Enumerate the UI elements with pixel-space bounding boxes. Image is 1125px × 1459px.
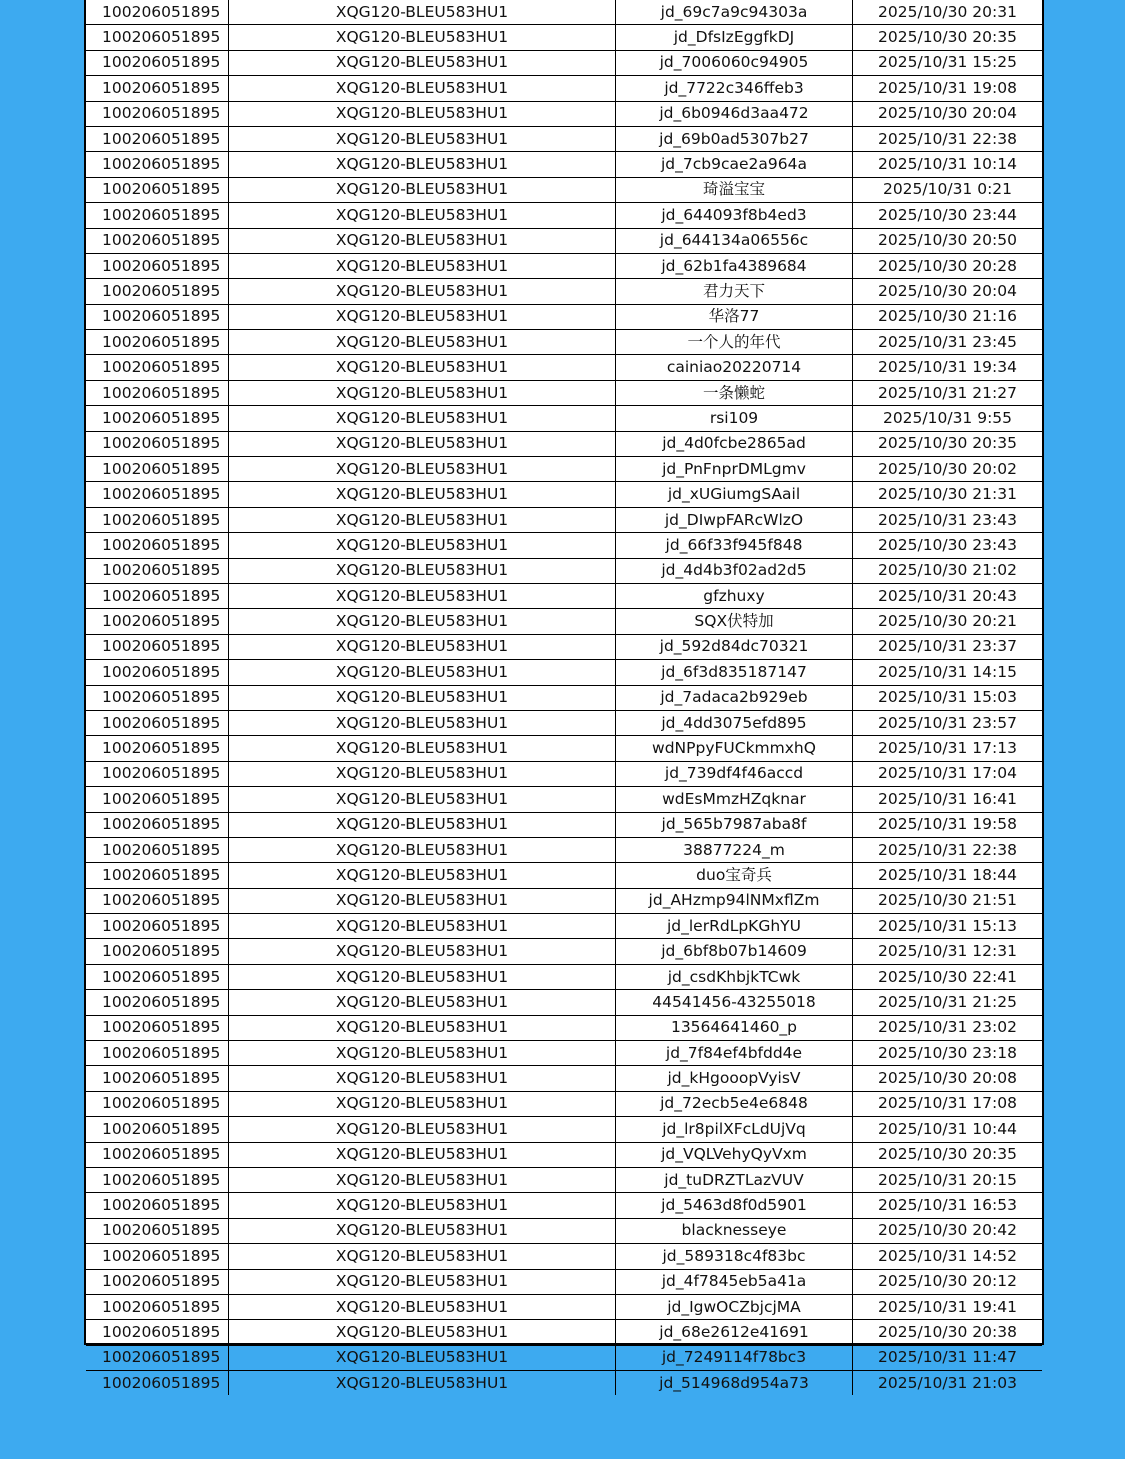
timestamp-cell: 2025/10/31 23:45 — [853, 330, 1043, 355]
model-cell: XQG120-BLEU583HU1 — [229, 1244, 616, 1269]
table-row — [86, 25, 1042, 50]
timestamp-cell: 2025/10/31 17:08 — [853, 1091, 1043, 1116]
model-cell: XQG120-BLEU583HU1 — [229, 152, 616, 177]
timestamp-cell: 2025/10/30 23:44 — [853, 203, 1043, 228]
product-id-cell: 100206051895 — [86, 1193, 229, 1218]
username-cell: jd_4d0fcbe2865ad — [616, 431, 853, 456]
username-cell: 44541456-43255018 — [616, 990, 853, 1015]
product-id-cell: 100206051895 — [86, 1117, 229, 1142]
username-cell: jd_69b0ad5307b27 — [616, 126, 853, 151]
timestamp-cell: 2025/10/31 22:38 — [853, 837, 1043, 862]
model-cell: XQG120-BLEU583HU1 — [229, 609, 616, 634]
order-table-body — [86, 0, 1042, 1395]
username-cell: jd_565b7987aba8f — [616, 812, 853, 837]
table-row — [86, 583, 1042, 608]
table-row — [86, 1320, 1042, 1345]
timestamp-cell: 2025/10/30 23:43 — [853, 533, 1043, 558]
product-id-cell: 100206051895 — [86, 279, 229, 304]
timestamp-cell: 2025/10/30 20:04 — [853, 101, 1043, 126]
timestamp-cell: 2025/10/31 20:15 — [853, 1167, 1043, 1192]
timestamp-cell: 2025/10/31 19:08 — [853, 76, 1043, 101]
timestamp-cell: 2025/10/30 20:31 — [853, 0, 1043, 25]
table-row — [86, 609, 1042, 634]
username-cell: blacknesseye — [616, 1218, 853, 1243]
username-cell: 君力天下 — [616, 279, 853, 304]
timestamp-cell: 2025/10/30 22:41 — [853, 964, 1043, 989]
product-id-cell: 100206051895 — [86, 253, 229, 278]
username-cell: duo宝奇兵 — [616, 863, 853, 888]
table-row — [86, 761, 1042, 786]
table-row — [86, 990, 1042, 1015]
timestamp-cell: 2025/10/31 10:14 — [853, 152, 1043, 177]
model-cell: XQG120-BLEU583HU1 — [229, 837, 616, 862]
table-row — [86, 558, 1042, 583]
timestamp-cell: 2025/10/31 21:25 — [853, 990, 1043, 1015]
product-id-cell: 100206051895 — [86, 50, 229, 75]
table-row — [86, 1066, 1042, 1091]
table-row — [86, 863, 1042, 888]
model-cell: XQG120-BLEU583HU1 — [229, 279, 616, 304]
timestamp-cell: 2025/10/31 21:27 — [853, 380, 1043, 405]
product-id-cell: 100206051895 — [86, 1269, 229, 1294]
model-cell: XQG120-BLEU583HU1 — [229, 761, 616, 786]
username-cell: jd_644134a06556c — [616, 228, 853, 253]
table-row — [86, 457, 1042, 482]
model-cell: XQG120-BLEU583HU1 — [229, 431, 616, 456]
model-cell: XQG120-BLEU583HU1 — [229, 1218, 616, 1243]
username-cell: jd_7249114f78bc3 — [616, 1345, 853, 1370]
timestamp-cell: 2025/10/31 22:38 — [853, 126, 1043, 151]
model-cell: XQG120-BLEU583HU1 — [229, 634, 616, 659]
table-row — [86, 177, 1042, 202]
model-cell: XQG120-BLEU583HU1 — [229, 583, 616, 608]
model-cell: XQG120-BLEU583HU1 — [229, 203, 616, 228]
model-cell: XQG120-BLEU583HU1 — [229, 1041, 616, 1066]
product-id-cell: 100206051895 — [86, 1320, 229, 1345]
table-row — [86, 253, 1042, 278]
model-cell: XQG120-BLEU583HU1 — [229, 558, 616, 583]
product-id-cell: 100206051895 — [86, 177, 229, 202]
username-cell: jd_69c7a9c94303a — [616, 0, 853, 25]
timestamp-cell: 2025/10/31 14:52 — [853, 1244, 1043, 1269]
timestamp-cell: 2025/10/30 20:02 — [853, 457, 1043, 482]
table-row — [86, 0, 1042, 25]
table-row — [86, 634, 1042, 659]
username-cell: jd_7722c346ffeb3 — [616, 76, 853, 101]
username-cell: jd_62b1fa4389684 — [616, 253, 853, 278]
username-cell: jd_xUGiumgSAail — [616, 482, 853, 507]
model-cell: XQG120-BLEU583HU1 — [229, 1193, 616, 1218]
table-row — [86, 1294, 1042, 1319]
username-cell: jd_IgwOCZbjcjMA — [616, 1294, 853, 1319]
model-cell: XQG120-BLEU583HU1 — [229, 1066, 616, 1091]
username-cell: jd_72ecb5e4e6848 — [616, 1091, 853, 1116]
product-id-cell: 100206051895 — [86, 1294, 229, 1319]
model-cell: XQG120-BLEU583HU1 — [229, 685, 616, 710]
product-id-cell: 100206051895 — [86, 609, 229, 634]
timestamp-cell: 2025/10/30 23:18 — [853, 1041, 1043, 1066]
product-id-cell: 100206051895 — [86, 964, 229, 989]
product-id-cell: 100206051895 — [86, 939, 229, 964]
username-cell: wdNPpyFUCkmmxhQ — [616, 736, 853, 761]
table-row — [86, 914, 1042, 939]
timestamp-cell: 2025/10/30 21:16 — [853, 304, 1043, 329]
table-row — [86, 964, 1042, 989]
timestamp-cell: 2025/10/30 20:21 — [853, 609, 1043, 634]
username-cell: jd_AHzmp94lNMxflZm — [616, 888, 853, 913]
username-cell: 一条懒蛇 — [616, 380, 853, 405]
model-cell: XQG120-BLEU583HU1 — [229, 50, 616, 75]
model-cell: XQG120-BLEU583HU1 — [229, 126, 616, 151]
table-row — [86, 888, 1042, 913]
table-row — [86, 380, 1042, 405]
product-id-cell: 100206051895 — [86, 1066, 229, 1091]
username-cell: jd_7f84ef4bfdd4e — [616, 1041, 853, 1066]
table-row — [86, 787, 1042, 812]
username-cell: 华洛77 — [616, 304, 853, 329]
table-row — [86, 330, 1042, 355]
username-cell: jd_68e2612e41691 — [616, 1320, 853, 1345]
model-cell: XQG120-BLEU583HU1 — [229, 0, 616, 25]
username-cell: jd_5463d8f0d5901 — [616, 1193, 853, 1218]
username-cell: jd_4d4b3f02ad2d5 — [616, 558, 853, 583]
username-cell: jd_589318c4f83bc — [616, 1244, 853, 1269]
timestamp-cell: 2025/10/31 18:44 — [853, 863, 1043, 888]
product-id-cell: 100206051895 — [86, 355, 229, 380]
model-cell: XQG120-BLEU583HU1 — [229, 1142, 616, 1167]
product-id-cell: 100206051895 — [86, 1015, 229, 1040]
product-id-cell: 100206051895 — [86, 1091, 229, 1116]
timestamp-cell: 2025/10/30 21:31 — [853, 482, 1043, 507]
product-id-cell: 100206051895 — [86, 634, 229, 659]
table-row — [86, 76, 1042, 101]
username-cell: jd_6f3d835187147 — [616, 660, 853, 685]
timestamp-cell: 2025/10/31 23:43 — [853, 507, 1043, 532]
table-row — [86, 279, 1042, 304]
model-cell: XQG120-BLEU583HU1 — [229, 101, 616, 126]
table-row — [86, 1015, 1042, 1040]
username-cell: rsi109 — [616, 406, 853, 431]
model-cell: XQG120-BLEU583HU1 — [229, 914, 616, 939]
product-id-cell: 100206051895 — [86, 25, 229, 50]
table-row — [86, 1371, 1042, 1396]
model-cell: XQG120-BLEU583HU1 — [229, 1167, 616, 1192]
product-id-cell: 100206051895 — [86, 1244, 229, 1269]
model-cell: XQG120-BLEU583HU1 — [229, 863, 616, 888]
username-cell: jd_592d84dc70321 — [616, 634, 853, 659]
product-id-cell: 100206051895 — [86, 990, 229, 1015]
timestamp-cell: 2025/10/30 20:50 — [853, 228, 1043, 253]
product-id-cell: 100206051895 — [86, 126, 229, 151]
table-row — [86, 203, 1042, 228]
timestamp-cell: 2025/10/31 20:43 — [853, 583, 1043, 608]
timestamp-cell: 2025/10/30 20:12 — [853, 1269, 1043, 1294]
username-cell: jd_7adaca2b929eb — [616, 685, 853, 710]
table-row — [86, 482, 1042, 507]
timestamp-cell: 2025/10/31 17:04 — [853, 761, 1043, 786]
username-cell: jd_7cb9cae2a964a — [616, 152, 853, 177]
model-cell: XQG120-BLEU583HU1 — [229, 1320, 616, 1345]
model-cell: XQG120-BLEU583HU1 — [229, 888, 616, 913]
username-cell: jd_514968d954a73 — [616, 1371, 853, 1396]
timestamp-cell: 2025/10/31 12:31 — [853, 939, 1043, 964]
product-id-cell: 100206051895 — [86, 660, 229, 685]
model-cell: XQG120-BLEU583HU1 — [229, 457, 616, 482]
product-id-cell: 100206051895 — [86, 203, 229, 228]
table-row — [86, 837, 1042, 862]
table-row — [86, 736, 1042, 761]
product-id-cell: 100206051895 — [86, 787, 229, 812]
model-cell: XQG120-BLEU583HU1 — [229, 330, 616, 355]
product-id-cell: 100206051895 — [86, 761, 229, 786]
product-id-cell: 100206051895 — [86, 76, 229, 101]
model-cell: XQG120-BLEU583HU1 — [229, 228, 616, 253]
product-id-cell: 100206051895 — [86, 685, 229, 710]
model-cell: XQG120-BLEU583HU1 — [229, 1294, 616, 1319]
username-cell: jd_kHgooopVyisV — [616, 1066, 853, 1091]
table-row — [86, 1244, 1042, 1269]
product-id-cell: 100206051895 — [86, 1041, 229, 1066]
timestamp-cell: 2025/10/31 15:03 — [853, 685, 1043, 710]
model-cell: XQG120-BLEU583HU1 — [229, 736, 616, 761]
product-id-cell: 100206051895 — [86, 812, 229, 837]
model-cell: XQG120-BLEU583HU1 — [229, 787, 616, 812]
timestamp-cell: 2025/10/31 17:13 — [853, 736, 1043, 761]
timestamp-cell: 2025/10/31 9:55 — [853, 406, 1043, 431]
timestamp-cell: 2025/10/30 20:04 — [853, 279, 1043, 304]
timestamp-cell: 2025/10/31 14:15 — [853, 660, 1043, 685]
username-cell: 38877224_m — [616, 837, 853, 862]
product-id-cell: 100206051895 — [86, 101, 229, 126]
table-row — [86, 710, 1042, 735]
username-cell: jd_PnFnprDMLgmv — [616, 457, 853, 482]
product-id-cell: 100206051895 — [86, 736, 229, 761]
model-cell: XQG120-BLEU583HU1 — [229, 710, 616, 735]
timestamp-cell: 2025/10/30 20:35 — [853, 25, 1043, 50]
timestamp-cell: 2025/10/31 15:13 — [853, 914, 1043, 939]
model-cell: XQG120-BLEU583HU1 — [229, 507, 616, 532]
table-row — [86, 50, 1042, 75]
table-row — [86, 126, 1042, 151]
table-row — [86, 533, 1042, 558]
username-cell: wdEsMmzHZqknar — [616, 787, 853, 812]
order-table-sheet — [84, 0, 1044, 1392]
username-cell: jd_6b0946d3aa472 — [616, 101, 853, 126]
timestamp-cell: 2025/10/30 21:02 — [853, 558, 1043, 583]
model-cell: XQG120-BLEU583HU1 — [229, 355, 616, 380]
timestamp-cell: 2025/10/30 21:51 — [853, 888, 1043, 913]
username-cell: jd_644093f8b4ed3 — [616, 203, 853, 228]
table-row — [86, 1142, 1042, 1167]
product-id-cell: 100206051895 — [86, 380, 229, 405]
model-cell: XQG120-BLEU583HU1 — [229, 1091, 616, 1116]
timestamp-cell: 2025/10/30 20:35 — [853, 1142, 1043, 1167]
product-id-cell: 100206051895 — [86, 863, 229, 888]
model-cell: XQG120-BLEU583HU1 — [229, 76, 616, 101]
product-id-cell: 100206051895 — [86, 304, 229, 329]
model-cell: XQG120-BLEU583HU1 — [229, 406, 616, 431]
timestamp-cell: 2025/10/31 19:41 — [853, 1294, 1043, 1319]
username-cell: cainiao20220714 — [616, 355, 853, 380]
product-id-cell: 100206051895 — [86, 583, 229, 608]
model-cell: XQG120-BLEU583HU1 — [229, 1015, 616, 1040]
timestamp-cell: 2025/10/31 15:25 — [853, 50, 1043, 75]
product-id-cell: 100206051895 — [86, 1167, 229, 1192]
order-table — [86, 0, 1042, 1395]
timestamp-cell: 2025/10/31 19:34 — [853, 355, 1043, 380]
username-cell: jd_739df4f46accd — [616, 761, 853, 786]
timestamp-cell: 2025/10/31 23:37 — [853, 634, 1043, 659]
model-cell: XQG120-BLEU583HU1 — [229, 812, 616, 837]
username-cell: jd_4dd3075efd895 — [616, 710, 853, 735]
username-cell: jd_lr8pilXFcLdUjVq — [616, 1117, 853, 1142]
table-row — [86, 1117, 1042, 1142]
model-cell: XQG120-BLEU583HU1 — [229, 253, 616, 278]
model-cell: XQG120-BLEU583HU1 — [229, 964, 616, 989]
username-cell: jd_lerRdLpKGhYU — [616, 914, 853, 939]
table-row — [86, 1345, 1042, 1370]
username-cell: jd_tuDRZTLazVUV — [616, 1167, 853, 1192]
product-id-cell: 100206051895 — [86, 837, 229, 862]
product-id-cell: 100206051895 — [86, 1142, 229, 1167]
product-id-cell: 100206051895 — [86, 482, 229, 507]
product-id-cell: 100206051895 — [86, 558, 229, 583]
table-row — [86, 431, 1042, 456]
timestamp-cell: 2025/10/31 10:44 — [853, 1117, 1043, 1142]
timestamp-cell: 2025/10/31 23:57 — [853, 710, 1043, 735]
model-cell: XQG120-BLEU583HU1 — [229, 177, 616, 202]
username-cell: jd_VQLVehyQyVxm — [616, 1142, 853, 1167]
table-row — [86, 660, 1042, 685]
timestamp-cell: 2025/10/31 23:02 — [853, 1015, 1043, 1040]
model-cell: XQG120-BLEU583HU1 — [229, 1269, 616, 1294]
username-cell: jd_7006060c94905 — [616, 50, 853, 75]
timestamp-cell: 2025/10/30 20:38 — [853, 1320, 1043, 1345]
timestamp-cell: 2025/10/31 16:53 — [853, 1193, 1043, 1218]
table-row — [86, 1091, 1042, 1116]
table-row — [86, 685, 1042, 710]
model-cell: XQG120-BLEU583HU1 — [229, 304, 616, 329]
model-cell: XQG120-BLEU583HU1 — [229, 939, 616, 964]
timestamp-cell: 2025/10/31 19:58 — [853, 812, 1043, 837]
product-id-cell: 100206051895 — [86, 1218, 229, 1243]
table-row — [86, 228, 1042, 253]
product-id-cell: 100206051895 — [86, 406, 229, 431]
table-row — [86, 1041, 1042, 1066]
timestamp-cell: 2025/10/31 16:41 — [853, 787, 1043, 812]
username-cell: jd_4f7845eb5a41a — [616, 1269, 853, 1294]
timestamp-cell: 2025/10/30 20:08 — [853, 1066, 1043, 1091]
timestamp-cell: 2025/10/30 20:28 — [853, 253, 1043, 278]
username-cell: gfzhuxy — [616, 583, 853, 608]
product-id-cell: 100206051895 — [86, 1345, 229, 1370]
timestamp-cell: 2025/10/31 0:21 — [853, 177, 1043, 202]
username-cell: 13564641460_p — [616, 1015, 853, 1040]
timestamp-cell: 2025/10/31 11:47 — [853, 1345, 1043, 1370]
product-id-cell: 100206051895 — [86, 457, 229, 482]
model-cell: XQG120-BLEU583HU1 — [229, 1345, 616, 1370]
product-id-cell: 100206051895 — [86, 888, 229, 913]
username-cell: jd_66f33f945f848 — [616, 533, 853, 558]
product-id-cell: 100206051895 — [86, 228, 229, 253]
product-id-cell: 100206051895 — [86, 431, 229, 456]
table-row — [86, 406, 1042, 431]
model-cell: XQG120-BLEU583HU1 — [229, 1117, 616, 1142]
model-cell: XQG120-BLEU583HU1 — [229, 533, 616, 558]
table-row — [86, 1193, 1042, 1218]
username-cell: jd_DIwpFARcWlzO — [616, 507, 853, 532]
table-row — [86, 939, 1042, 964]
model-cell: XQG120-BLEU583HU1 — [229, 380, 616, 405]
table-row — [86, 152, 1042, 177]
username-cell: jd_csdKhbjkTCwk — [616, 964, 853, 989]
model-cell: XQG120-BLEU583HU1 — [229, 990, 616, 1015]
product-id-cell: 100206051895 — [86, 1371, 229, 1396]
product-id-cell: 100206051895 — [86, 533, 229, 558]
username-cell: 琦溢宝宝 — [616, 177, 853, 202]
product-id-cell: 100206051895 — [86, 507, 229, 532]
username-cell: 一个人的年代 — [616, 330, 853, 355]
product-id-cell: 100206051895 — [86, 710, 229, 735]
table-row — [86, 812, 1042, 837]
table-row — [86, 101, 1042, 126]
product-id-cell: 100206051895 — [86, 152, 229, 177]
table-row — [86, 1218, 1042, 1243]
timestamp-cell: 2025/10/30 20:42 — [853, 1218, 1043, 1243]
model-cell: XQG120-BLEU583HU1 — [229, 1371, 616, 1396]
product-id-cell: 100206051895 — [86, 330, 229, 355]
timestamp-cell: 2025/10/30 20:35 — [853, 431, 1043, 456]
model-cell: XQG120-BLEU583HU1 — [229, 660, 616, 685]
product-id-cell: 100206051895 — [86, 0, 229, 25]
table-row — [86, 1269, 1042, 1294]
username-cell: jd_DfsIzEggfkDJ — [616, 25, 853, 50]
table-row — [86, 355, 1042, 380]
product-id-cell: 100206051895 — [86, 914, 229, 939]
username-cell: jd_6bf8b07b14609 — [616, 939, 853, 964]
username-cell: SQX伏特加 — [616, 609, 853, 634]
timestamp-cell: 2025/10/31 21:03 — [878, 1373, 1017, 1392]
table-row — [86, 507, 1042, 532]
table-row — [86, 1167, 1042, 1192]
model-cell: XQG120-BLEU583HU1 — [229, 482, 616, 507]
model-cell: XQG120-BLEU583HU1 — [229, 25, 616, 50]
table-row — [86, 304, 1042, 329]
